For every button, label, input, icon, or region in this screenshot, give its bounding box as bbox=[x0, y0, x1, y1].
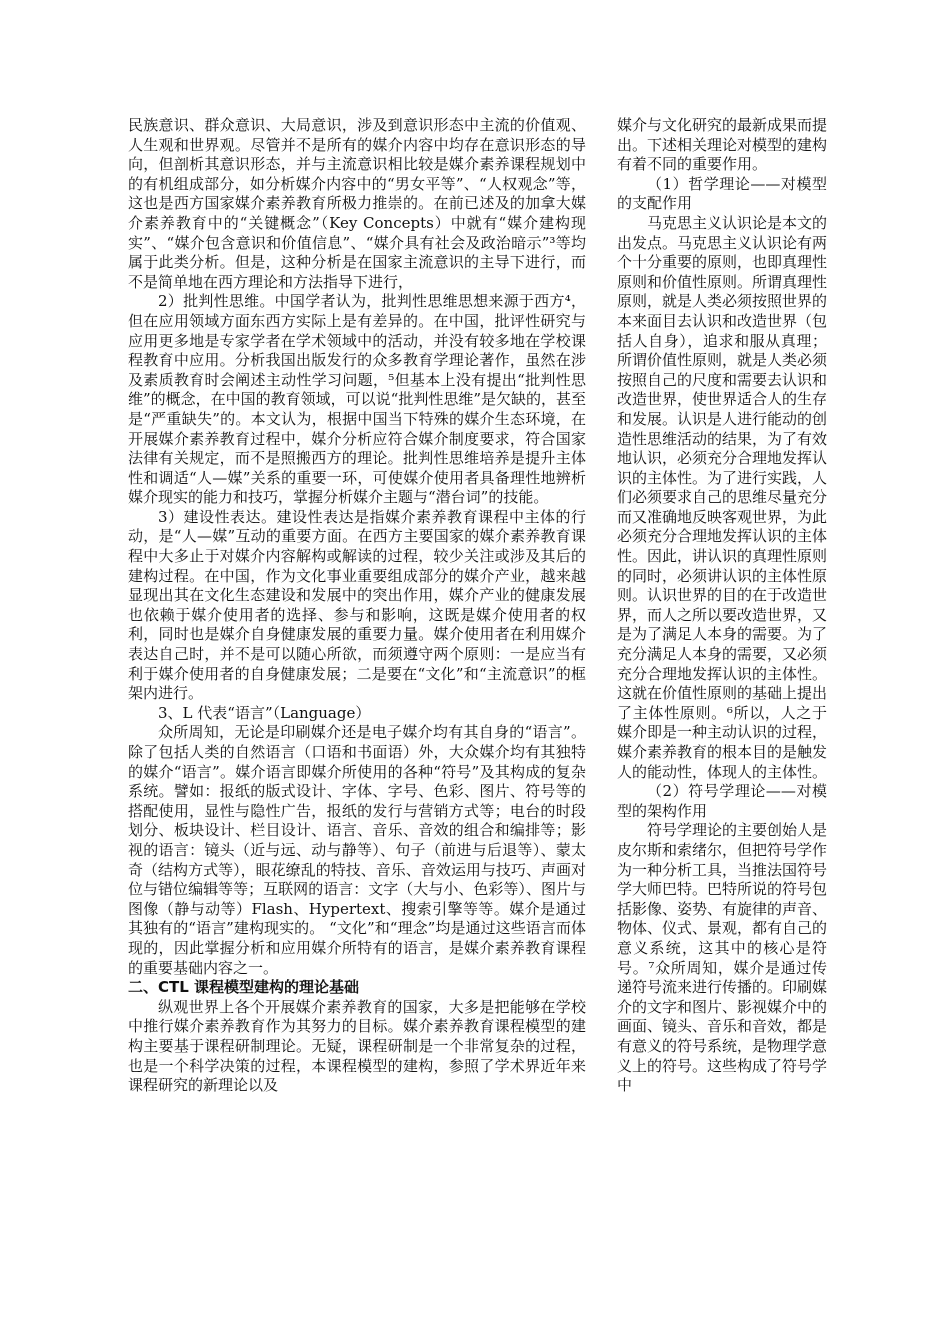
right-column bbox=[617, 116, 827, 1096]
subheading-language: 3、L 代表“语言”（Language） bbox=[158, 703, 371, 722]
section-heading-theory: 二、CTL 课程模型建构的理论基础 bbox=[128, 978, 360, 997]
paragraph-theory-intro: 纵观世界上各个开展媒介素养教育的国家，大多是把能够在学校中推行媒介素养教育作为其努力的目标。媒介素养教育课程模型的建构主要基于课程研制理论。无疑，课程研制是一个非常复杂的过程，也是一个科学决策的过程，本课程模型的建构，参照了学术界近年来课程研究的新理论以及 bbox=[128, 997, 586, 1095]
subheading-semiotics: （2）符号学理论——对模型的架构作用 bbox=[617, 782, 827, 820]
paragraph-media-language: 众所周知，无论是印刷媒介还是电子媒介均有其自身的“语言”。除了包括人类的自然语言（口语和书面语）外，大众媒介均有其独特的媒介“语言”。媒介语言即媒介所使用的各种“符号”及其构成的复杂系统。譬如：报纸的版式设计、字体、字号、色彩、图片、符号等的搭配使用，显性与隐性广告，报纸的发行与营销方式等；电台的时段划分、板块设计、栏目设计、语言、音乐、音效的组合和编排等；影视的语言：镜头（近与远、动与静等）、句子（前进与后退等）、蒙太奇（结构方式等），眼花缭乱的特技、音乐、音效运用与技巧、声画对位与错位编辑等等；互联网的语言：文字（大与小、色彩等）、图片与图像（静与动等）Flash、Hypertext、搜索引擎等等。媒介是通过其独有的“语言”建构现实的。 “文化”和“理念”均是通过这些语言而体现的，因此掌握分析和应用媒介所特有的语言，是媒介素养教育课程的重要基础内容之一。 bbox=[128, 723, 586, 977]
paragraph-constructive-expression: 3）建设性表达。建设性表达是指媒介素养教育课程中主体的行动，是“人—媒”互动的重要方面。在西方主要国家的媒介素养教育课程中大多止于对媒介内容解构或解读的过程，较少关注或涉及其后的建构过程。在中国，作为文化事业重要组成部分的媒介产业，越来越显现出其在文化生态建设和发展中的突出作用，媒介产业的健康发展也依赖于媒介使用者的选择、参与和影响，这既是媒介使用者的权利，同时也是媒介自身健康发展的重要力量。媒介使用者在利用媒介表达自己时，并不是可以随心所欲，而须遵守两个原则：一是应当有利于媒介使用者的自身健康发展；二是要在“文化”和“主流意识”的框架内进行。 bbox=[128, 507, 586, 703]
paragraph-critical-thinking: 2）批判性思维。中国学者认为，批判性思维思想来源于西方⁴，但在应用领域方面东西方实际上是有差异的。在中国，批评性研究与应用更多地是专家学者在学术领域中的活动，并没有较多地在学校课程教育中应用。分析我国出版发行的众多教育学理论著作，虽然在涉及素质教育时会阐述主动性学习问题，⁵但基本上没有提出“批判性思维”的概念，在中国的教育领域，可以说“批判性思维”是欠缺的，甚至是“严重缺失”的。本文认为，根据中国当下特殊的媒介生态环境，在开展媒介素养教育过程中，媒介分析应符合媒介制度要求，符合国家法律有关规定，而不是照搬西方的理论。批判性思维培养是提升主体性和调适“人—媒”关系的重要一环，可使媒介使用者具备理性地辨析媒介现实的能力和技巧，掌握分析媒介主题与“潜台词”的技能。 bbox=[128, 292, 587, 507]
paragraph-ideology: 民族意识、群众意识、大局意识，涉及到意识形态中主流的价值观、人生观和世界观。尽管并不是所有的媒介内容中均存在意识形态的导向，但剖析其意识形态，并与主流意识相比较是媒介素养课程规划中的有机组成部分，如分析媒介内容中的“男女平等”、“人权观念”等，这也是西方国家媒介素养教育所极力推崇的。在前已述及的加拿大媒介素养教育中的“关键概念”（Key Concepts）中就有“媒介建构现实”、“媒介包含意识和价值信息”、“媒介具有社会及政治暗示”³等均属于此类分析。但是，这种分析是在国家主流意识的主导下进行，而不是简单地在西方理论和方法指导下进行， bbox=[128, 116, 586, 291]
paragraph-marxist-epistemology: 马克思主义认识论是本文的出发点。马克思主义认识论有两个十分重要的原则，也即真理性原则和价值性原则。所谓真理性原则，就是人类必须按照世界的本来面目去认识和改造世界（包括人自身），追求和服从真理；所谓价值性原则，就是人类必须按照自己的尺度和需要去认识和改造世界，使世界适合人的生存和发展。认识是人进行能动的创造性思维活动的结果，为了有效地认识，必须充分合理地发挥认识的主体性。为了进行实践，人们必须要求自己的思维尽量充分而又准确地反映客观世界，为此必须充分合理地发挥认识的主体性。因此，讲认识的真理性原则的同时，必须讲认识的主体性原则。认识世界的目的在于改造世界，而人之所以要改造世界，又是为了满足人本身的需要。为了充分满足人本身的需要，又必须充分合理地发挥认识的主体性。这就在价值性原则的基础上提出了主体性原则。⁶所以，人之于媒介即是一种主动认识的过程，媒介素养教育的根本目的是触发人的能动性，体现人的主体性。 bbox=[617, 213, 828, 781]
paragraph-continuation: 媒介与文化研究的最新成果而提出。下述相关理论对模型的建构有着不同的重要作用。 bbox=[617, 116, 828, 174]
paragraph-semiotics: 符号学理论的主要创始人是皮尔斯和索绪尔，但把符号学作为一种分析工具，当推法国符号学大师巴特。巴特所说的符号包括影像、姿势、有旋律的声音、物体、仪式、景观，都有自己的意义系统，这其中的核心是符号。⁷众所周知，媒介是通过传递符号流来进行传播的。印刷媒介的文字和图片、影视媒介中的画面、镜头、音乐和音效，都是有意义的符号系统，是物理学意义上的符号。这些构成了符号学中 bbox=[617, 821, 828, 1095]
left-column bbox=[128, 116, 586, 1096]
subheading-philosophy: （1）哲学理论——对模型的支配作用 bbox=[617, 174, 827, 213]
